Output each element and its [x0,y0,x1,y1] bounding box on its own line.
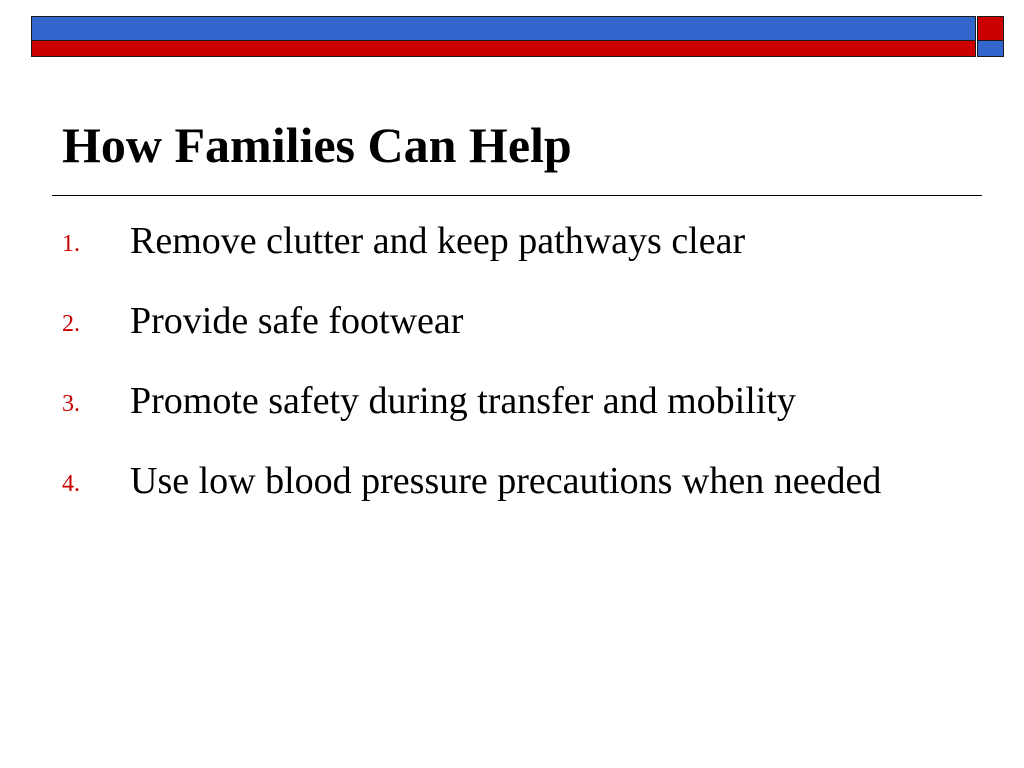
list-item-text: Provide safe footwear [130,300,464,342]
list-item-number: 3. [62,391,80,417]
banner-blue-bar [31,16,976,41]
banner-blue-square [977,41,1004,57]
slide-title: How Families Can Help [62,117,572,173]
list-item [62,298,942,344]
list-item-number: 4. [62,471,80,497]
list-item-text: Remove clutter and keep pathways clear [130,220,746,262]
list-item [62,378,942,424]
banner-red-bar [31,41,976,57]
header-banner [31,16,1004,58]
list-item-number: 2. [62,311,80,337]
list-item-text: Promote safety during transfer and mobility [130,380,796,422]
numbered-list [62,218,942,538]
title-divider [52,195,982,196]
list-item [62,218,942,264]
list-item [62,458,942,504]
banner-red-square [977,16,1004,41]
list-item-text: Use low blood pressure precautions when needed [130,460,882,502]
list-item-number: 1. [62,231,80,257]
